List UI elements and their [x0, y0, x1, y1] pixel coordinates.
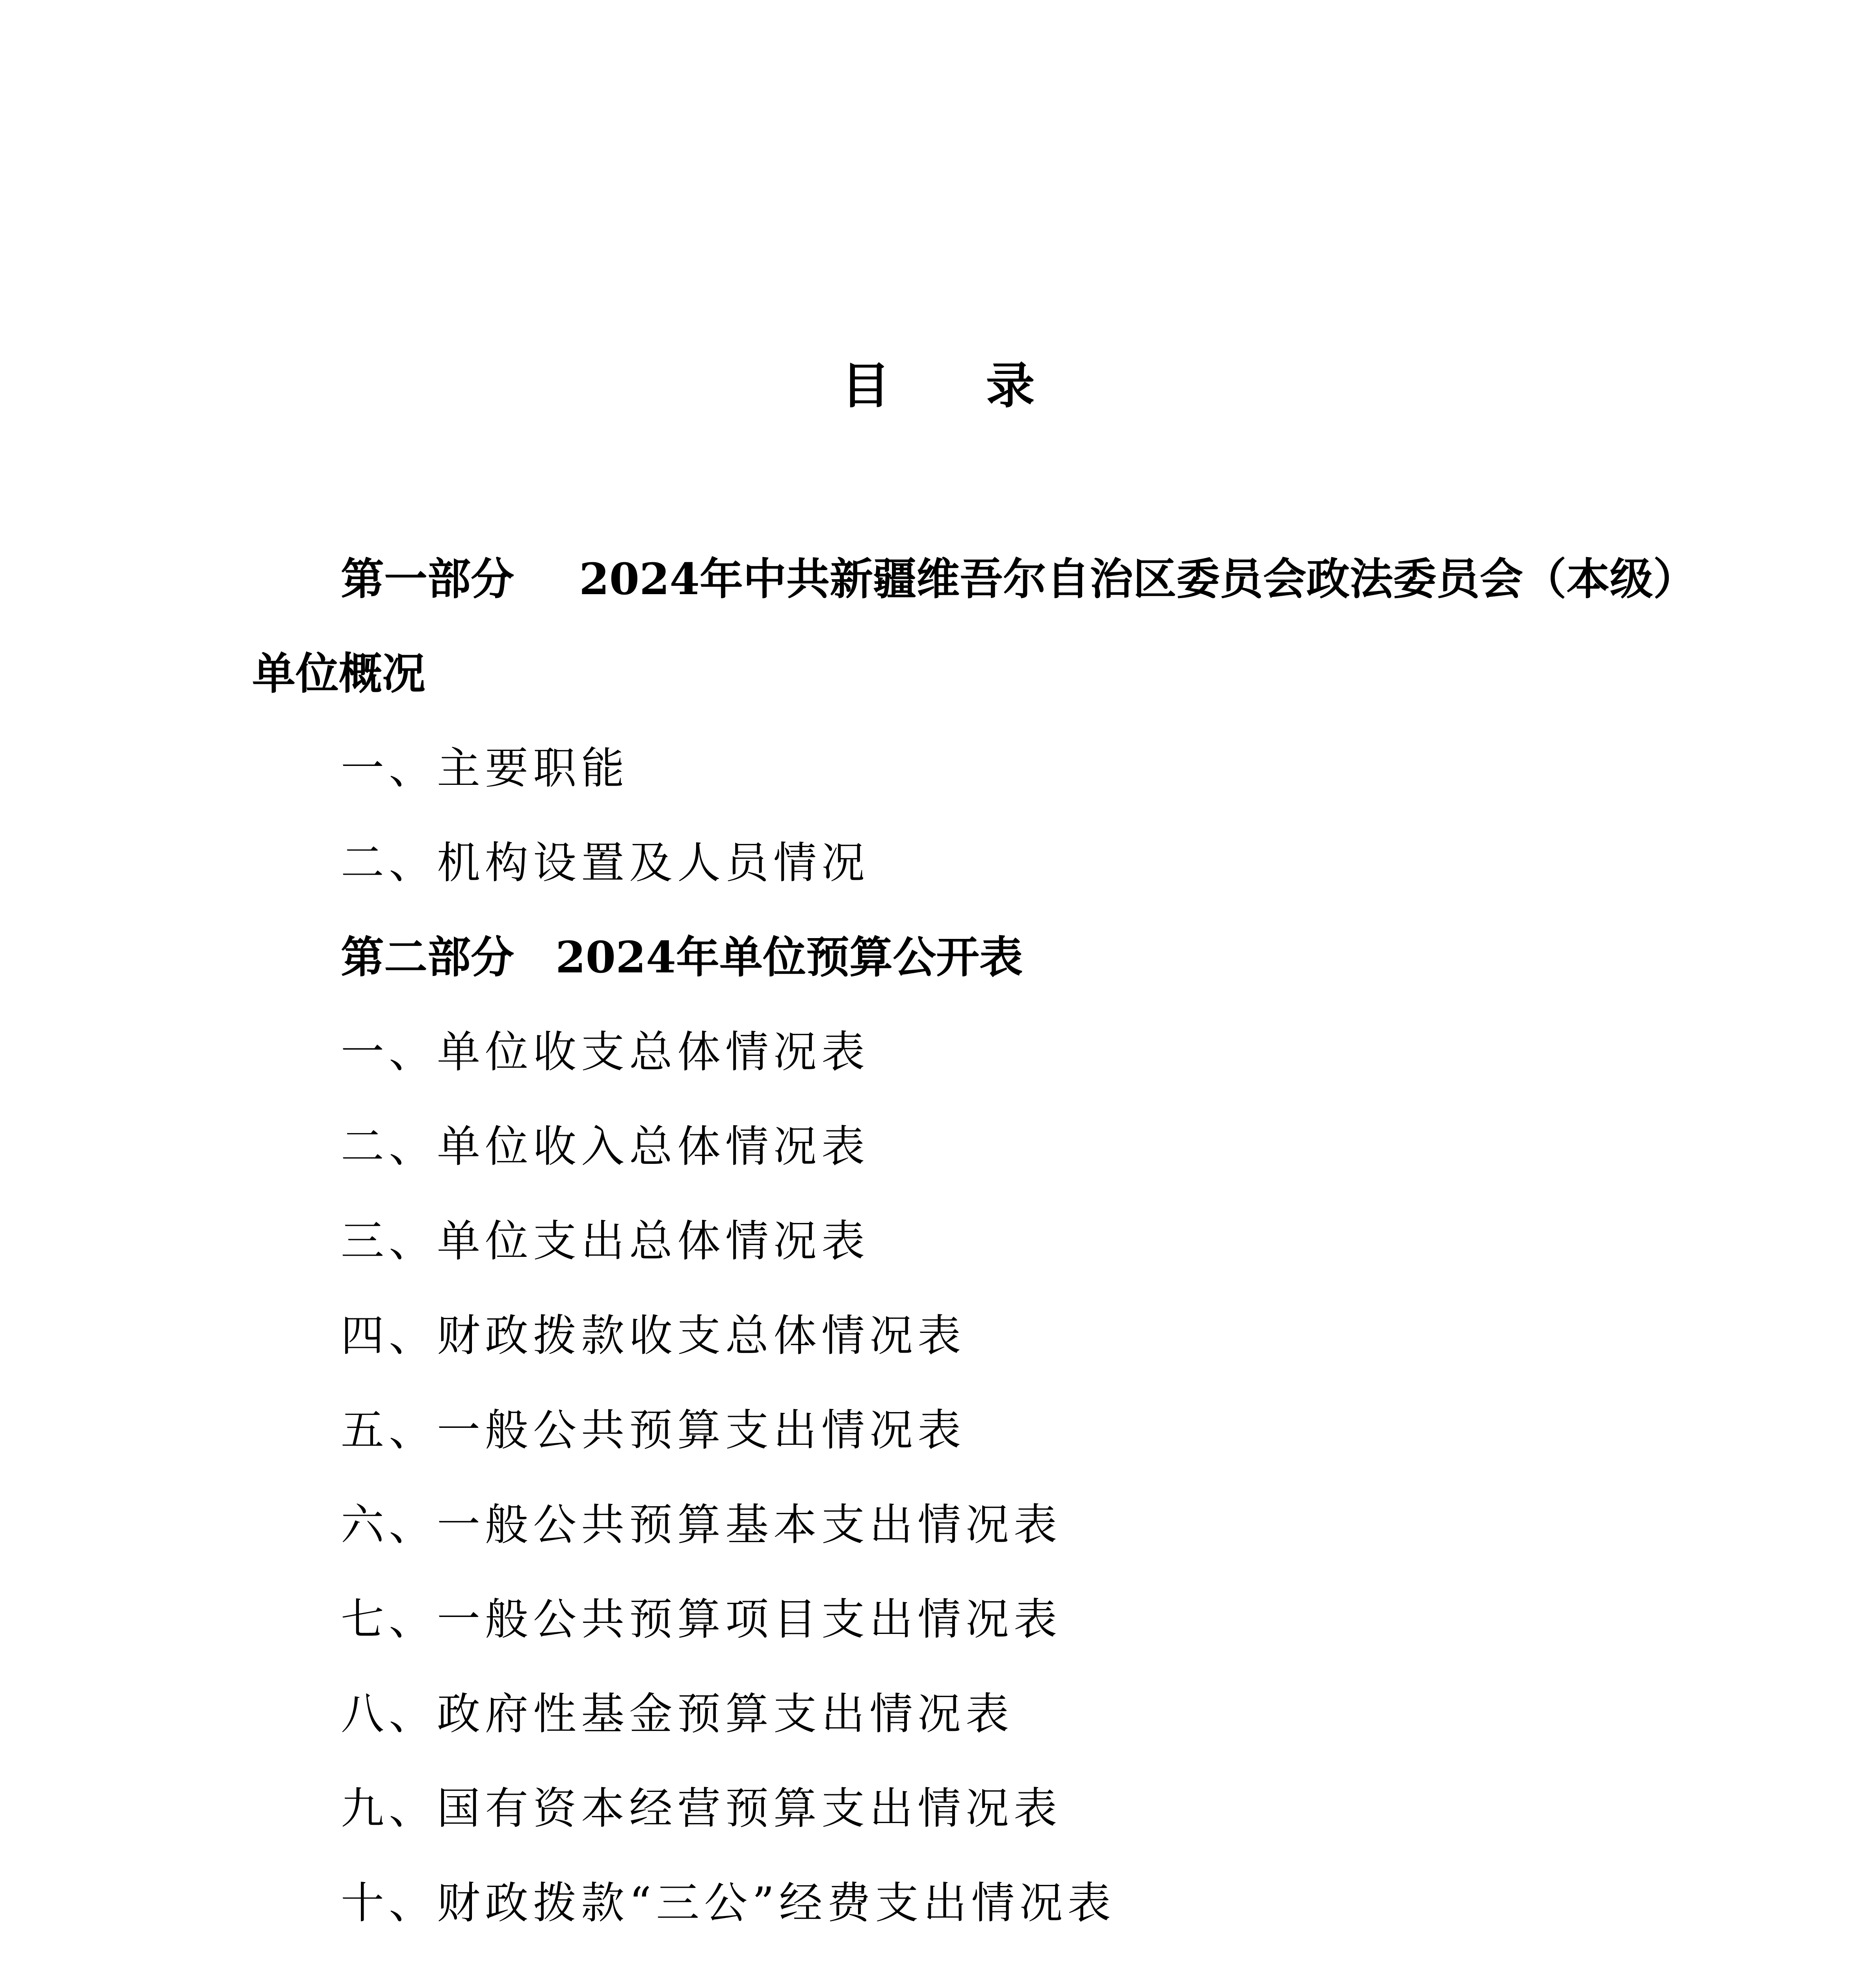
part1-label: 第一部分	[341, 554, 514, 604]
part3-title	[555, 1958, 1066, 1970]
toc-item: 五、一般公共预算支出情况表	[341, 1405, 966, 1455]
toc-item: 二、机构设置及人员情况	[341, 838, 869, 888]
toc-item: 六、一般公共预算基本支出情况表	[341, 1500, 1062, 1550]
part1-title-line2: 单位概况	[252, 648, 425, 699]
part1-title-line1: 2024年中共新疆维吾尔自治区委员会政法委员会（本级）	[579, 554, 1697, 604]
toc-item: 八、政府性基金预算支出情况表	[341, 1689, 1014, 1739]
toc-item: 三、单位支出总体情况表	[341, 1216, 869, 1266]
part2-title: 2024年单位预算公开表	[555, 932, 1023, 983]
toc-item: 二、单位收入总体情况表	[341, 1121, 869, 1172]
toc-item: 一、主要职能	[341, 743, 629, 794]
toc-item: 九、国有资本经营预算支出情况表	[341, 1783, 1062, 1834]
part2-label: 第二部分	[341, 932, 514, 983]
toc-item: 七、一般公共预算项目支出情况表	[341, 1594, 1062, 1645]
toc-item: 四、财政拨款收支总体情况表	[341, 1310, 966, 1361]
part3-label	[341, 1958, 514, 1970]
toc-item: 十、财政拨款“三公”经费支出情况表	[341, 1878, 1116, 1928]
page-title: 目 录	[841, 357, 1074, 414]
toc-item: 一、单位收支总体情况表	[341, 1027, 869, 1077]
